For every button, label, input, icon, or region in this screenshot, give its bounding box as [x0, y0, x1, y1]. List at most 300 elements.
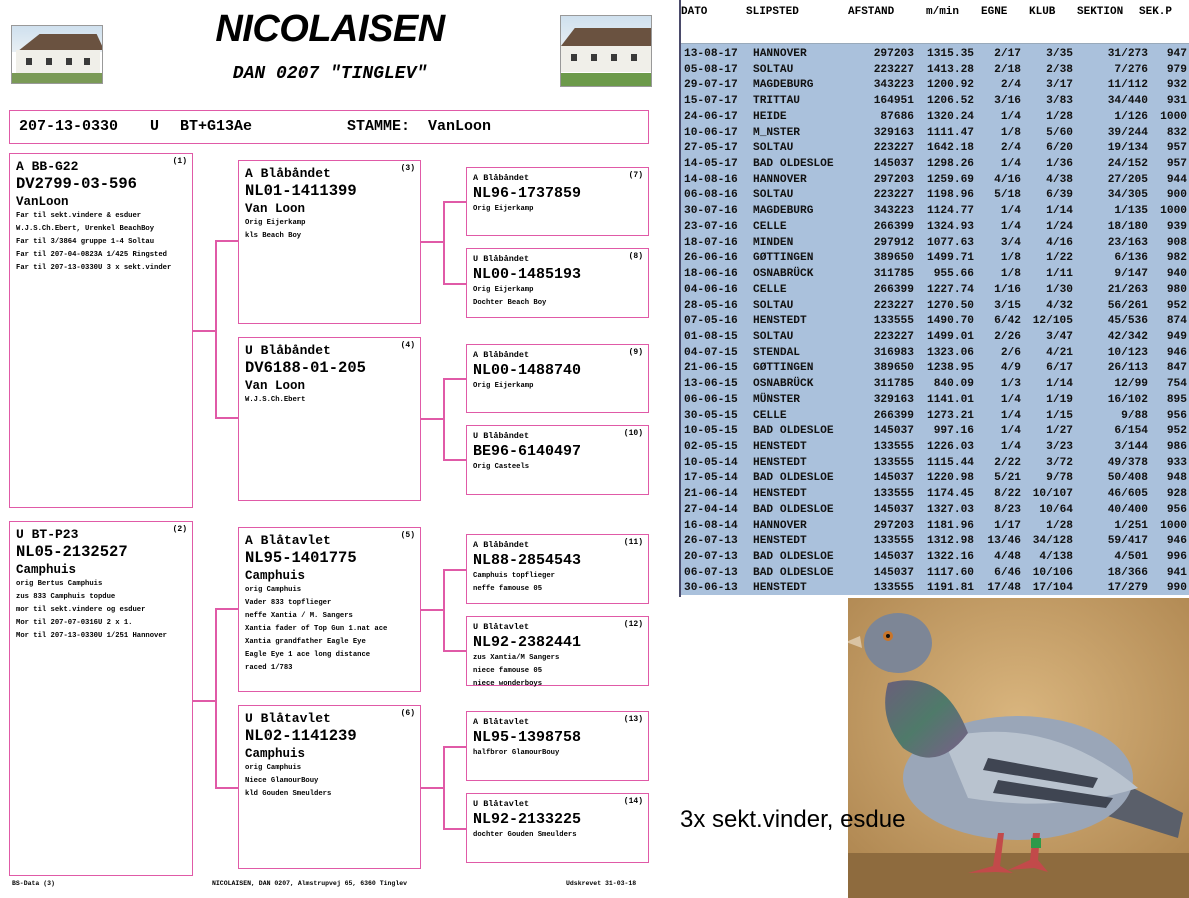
pedigree-ring: NL92-2133225 — [473, 811, 582, 828]
table-cell: 3/72 — [1046, 456, 1073, 469]
table-cell: 1181.96 — [927, 519, 974, 532]
table-cell: 1/4 — [1000, 393, 1021, 406]
table-cell: 29-07-17 — [684, 79, 738, 92]
table-cell: 05-08-17 — [684, 63, 738, 76]
table-cell: 3/17 — [1046, 79, 1073, 92]
table-row — [681, 298, 1189, 314]
table-cell: 1226.03 — [927, 441, 974, 453]
table-cell: 1000 — [1160, 110, 1187, 123]
table-cell: 297912 — [873, 236, 914, 249]
pedigree-note: niece famouse 05 — [473, 667, 543, 675]
page-subtitle: DAN 0207 "TINGLEV" — [232, 64, 428, 84]
table-cell: 15-07-17 — [684, 95, 738, 108]
table-cell: 1/4 — [1000, 205, 1021, 218]
page-title: NICOLAISEN — [215, 8, 445, 50]
table-cell: M_NSTER — [753, 126, 800, 139]
table-cell: MAGDEBURG — [753, 205, 814, 218]
table-cell: 1/27 — [1046, 425, 1073, 438]
table-cell: 17/104 — [1032, 582, 1073, 595]
table-cell: 1/22 — [1046, 252, 1073, 265]
table-cell: 931 — [1166, 95, 1187, 108]
table-cell: HANNOVER — [753, 519, 807, 532]
table-cell: 21/263 — [1107, 283, 1148, 296]
pedigree-name: Camphuis — [245, 747, 306, 761]
table-cell: 1324.93 — [927, 220, 974, 233]
table-cell: 06-08-16 — [684, 189, 738, 202]
table-row — [681, 46, 1189, 62]
table-cell: 145037 — [873, 472, 914, 485]
table-cell: SOLTAU — [753, 299, 794, 312]
pedigree-box-9: (9) A Blåbåndet NL00-1488740 Orig Eijerkamp — [466, 344, 649, 413]
table-cell: CELLE — [753, 220, 787, 233]
pedigree-ring: NL05-2132527 — [16, 543, 128, 561]
table-cell: 1/4 — [1000, 425, 1021, 438]
table-cell: OSNABRÜCK — [753, 268, 814, 281]
table-cell: 2/26 — [994, 330, 1021, 343]
table-cell: 1115.44 — [927, 456, 974, 469]
table-cell: 145037 — [873, 551, 914, 564]
pedigree-name: Camphuis — [16, 563, 77, 577]
pedigree-note: mor til sekt.vindere og esduer — [16, 606, 146, 614]
table-cell: 1499.01 — [927, 330, 974, 343]
table-cell: 34/128 — [1032, 535, 1073, 548]
pedigree-note: raced 1/783 — [245, 664, 293, 672]
table-cell: 1/14 — [1046, 205, 1073, 218]
table-cell: 1117.60 — [927, 566, 974, 579]
table-row — [681, 156, 1189, 172]
pedigree-sex: A Blåbåndet — [473, 173, 530, 183]
table-row — [681, 580, 1189, 596]
table-row — [681, 565, 1189, 581]
table-row — [681, 172, 1189, 188]
table-cell: CELLE — [753, 283, 787, 296]
table-cell: 12/99 — [1114, 378, 1148, 391]
table-cell: 389650 — [873, 252, 914, 265]
pedigree-box-13: (13) A Blåtavlet NL95-1398758 halfbror GlamourBouy — [466, 711, 649, 781]
table-cell: 4/21 — [1046, 346, 1073, 359]
table-cell: 4/38 — [1046, 173, 1073, 186]
table-cell: 947 — [1166, 48, 1187, 60]
table-cell: 1322.16 — [927, 551, 974, 564]
pedigree-note: kld Gouden Smeulders — [245, 790, 332, 798]
table-cell: 266399 — [873, 283, 914, 296]
pedigree-ring: NL01-1411399 — [245, 182, 357, 200]
pedigree-sex: U Blåtavlet — [245, 711, 331, 726]
table-row — [681, 329, 1189, 345]
table-cell: 24/152 — [1107, 158, 1148, 171]
table-cell: 982 — [1166, 252, 1187, 265]
table-cell: HEIDE — [753, 110, 787, 123]
table-cell: TRITTAU — [753, 95, 800, 108]
table-cell: 34/440 — [1107, 95, 1148, 108]
table-cell: 1/4 — [1000, 158, 1021, 171]
table-cell: 4/16 — [1046, 236, 1073, 249]
pedigree-note: orig Camphuis — [245, 586, 302, 594]
table-cell: 996 — [1166, 551, 1187, 564]
table-cell: 12/105 — [1032, 315, 1073, 328]
table-cell: 133555 — [873, 535, 914, 548]
table-cell: 2/4 — [1000, 142, 1021, 155]
table-cell: 1312.98 — [927, 535, 974, 548]
table-cell: 223227 — [873, 330, 914, 343]
pedigree-note: Xantia grandfather Eagle Eye — [245, 638, 366, 646]
table-row — [681, 360, 1189, 376]
pedigree-note: neffe famouse 05 — [473, 585, 543, 593]
table-cell: 10/64 — [1039, 503, 1073, 516]
table-cell: 1141.01 — [927, 393, 974, 406]
table-row — [681, 423, 1189, 439]
pedigree-note: Far til 207-04-0823A 1/425 Ringsted — [16, 251, 167, 259]
pedigree-ring: NL96-1737859 — [473, 185, 582, 202]
table-cell: 1327.03 — [927, 503, 974, 516]
table-cell: 3/16 — [994, 95, 1021, 108]
table-cell: 1270.50 — [927, 299, 974, 312]
table-cell: 23/163 — [1107, 236, 1148, 249]
table-cell: GØTTINGEN — [753, 252, 814, 265]
pedigree-note: Far til 207-13-0330U 3 x sekt.vinder — [16, 264, 172, 272]
table-row — [681, 109, 1189, 125]
table-cell: 932 — [1166, 79, 1187, 92]
table-cell: 980 — [1166, 283, 1187, 296]
main-pigeon-bar — [9, 110, 649, 144]
pedigree-ring: NL02-1141239 — [245, 727, 357, 745]
table-cell: 1/36 — [1046, 158, 1073, 171]
table-cell: 1259.69 — [927, 173, 974, 186]
table-cell: 1227.74 — [927, 283, 974, 296]
table-cell: 1000 — [1160, 205, 1187, 218]
table-row — [681, 219, 1189, 235]
table-cell: 957 — [1166, 158, 1187, 171]
table-cell: 56/261 — [1107, 299, 1148, 312]
pedigree-name: Camphuis — [245, 569, 306, 583]
table-cell: 42/342 — [1107, 330, 1148, 343]
table-cell: 1323.06 — [927, 346, 974, 359]
pedigree-note: Orig Eijerkamp — [473, 382, 534, 390]
table-cell: HENSTEDT — [753, 456, 807, 469]
table-cell: 1315.35 — [927, 48, 974, 60]
table-cell: 145037 — [873, 158, 914, 171]
table-cell: 955.66 — [933, 268, 974, 281]
table-cell: 297203 — [873, 173, 914, 186]
table-cell: 223227 — [873, 299, 914, 312]
table-cell: 21-06-14 — [684, 488, 738, 501]
pedigree-note: Dochter Beach Boy — [473, 299, 547, 307]
table-cell: 6/42 — [994, 315, 1021, 328]
table-cell: 944 — [1166, 173, 1187, 186]
table-cell: 6/136 — [1114, 252, 1148, 265]
table-cell: 21-06-15 — [684, 362, 738, 375]
table-cell: 145037 — [873, 503, 914, 516]
table-cell: 16-08-14 — [684, 519, 738, 532]
table-cell: 874 — [1166, 315, 1187, 328]
table-cell: 266399 — [873, 220, 914, 233]
table-cell: HENSTEDT — [753, 441, 807, 453]
col-header-mmin: m/min — [926, 6, 960, 18]
table-cell: 26-07-13 — [684, 535, 738, 548]
pigeon-illustration — [848, 598, 1189, 898]
pedigree-sex: A Blåtavlet — [245, 533, 331, 548]
table-cell: 343223 — [873, 79, 914, 92]
table-cell: 24-06-17 — [684, 110, 738, 123]
farm-photo-right — [560, 15, 652, 87]
table-cell: 1/8 — [1000, 252, 1021, 265]
table-cell: 1/4 — [1000, 220, 1021, 233]
table-row — [681, 518, 1189, 534]
table-cell: 4/501 — [1114, 551, 1148, 564]
table-cell: 17-05-14 — [684, 472, 738, 485]
results-table-body — [681, 44, 1189, 595]
table-cell: 13/46 — [987, 535, 1021, 548]
table-cell: 1/135 — [1114, 205, 1148, 218]
table-cell: 9/88 — [1121, 409, 1148, 422]
table-row — [681, 125, 1189, 141]
table-cell: 952 — [1166, 425, 1187, 438]
table-cell: 986 — [1166, 441, 1187, 453]
pedigree-note: Orig Casteels — [473, 463, 530, 471]
table-cell: 997.16 — [933, 425, 974, 438]
table-row — [681, 376, 1189, 392]
pedigree-sex: U Blåtavlet — [473, 799, 530, 809]
table-row — [681, 455, 1189, 471]
table-cell: 2/22 — [994, 456, 1021, 469]
table-cell: 223227 — [873, 189, 914, 202]
table-cell: 6/39 — [1046, 189, 1073, 202]
table-cell: 23-07-16 — [684, 220, 738, 233]
table-cell: 2/6 — [1000, 346, 1021, 359]
table-cell: 2/17 — [994, 48, 1021, 60]
pedigree-box-11: (11) A Blåbåndet NL88-2854543 Camphuis topflieger neffe famouse 05 — [466, 534, 649, 604]
table-cell: HENSTEDT — [753, 488, 807, 501]
table-cell: 1198.96 — [927, 189, 974, 202]
table-cell: 7/276 — [1114, 63, 1148, 76]
table-cell: 1077.63 — [927, 236, 974, 249]
table-cell: 164951 — [873, 95, 914, 108]
footer-left: BS-Data (3) — [12, 880, 55, 887]
table-row — [681, 392, 1189, 408]
table-cell: 1/126 — [1114, 110, 1148, 123]
pedigree-box-5: (5) A Blåtavlet NL95-1401775 Camphuis orig Camphuis Vader 833 topflieger neffe Xantia / M. Sangers Xantia fader of Top Gun 1.nat ace Xantia grandfather Eagle Eye Eagle Eye 1 ace long distance raced 1/783 — [238, 527, 421, 692]
pedigree-ring: DV2799-03-596 — [16, 175, 137, 193]
pedigree-name: Van Loon — [245, 379, 306, 393]
table-cell: 3/35 — [1046, 48, 1073, 60]
table-cell: 223227 — [873, 142, 914, 155]
table-row — [681, 282, 1189, 298]
table-cell: 133555 — [873, 315, 914, 328]
table-cell: 11/112 — [1107, 79, 1148, 92]
table-cell: 5/18 — [994, 189, 1021, 202]
table-cell: 06-06-15 — [684, 393, 738, 406]
table-cell: 1124.77 — [927, 205, 974, 218]
table-cell: 28-05-16 — [684, 299, 738, 312]
table-cell: CELLE — [753, 409, 787, 422]
table-cell: 40/400 — [1107, 503, 1148, 516]
pedigree-note: kls Beach Boy — [245, 232, 302, 240]
table-cell: 145037 — [873, 425, 914, 438]
table-cell: 928 — [1166, 488, 1187, 501]
table-cell: 3/4 — [1000, 236, 1021, 249]
table-cell: 14-08-16 — [684, 173, 738, 186]
pedigree-note: orig Bertus Camphuis — [16, 580, 103, 588]
col-header-sektion: SEKTION — [1077, 6, 1124, 18]
table-cell: 20-07-13 — [684, 551, 738, 564]
table-cell: 1206.52 — [927, 95, 974, 108]
pedigree-ring: NL92-2382441 — [473, 634, 582, 651]
table-cell: 1200.92 — [927, 79, 974, 92]
table-cell: 14-05-17 — [684, 158, 738, 171]
table-cell: 18-06-16 — [684, 268, 738, 281]
table-cell: 1/28 — [1046, 519, 1073, 532]
table-cell: 34/305 — [1107, 189, 1148, 202]
table-cell: 27/205 — [1107, 173, 1148, 186]
table-cell: 46/605 — [1107, 488, 1148, 501]
pedigree-box-12: (12) U Blåtavlet NL92-2382441 zus Xantia/M Sangers niece famouse 05 niece wonderboys — [466, 616, 649, 686]
table-cell: 1/251 — [1114, 519, 1148, 532]
pedigree-name: VanLoon — [16, 195, 69, 209]
table-cell: MAGDEBURG — [753, 79, 814, 92]
table-cell: 316983 — [873, 346, 914, 359]
table-cell: 1/30 — [1046, 283, 1073, 296]
pigeon-caption: 3x sekt.vinder, esdue — [680, 806, 906, 833]
table-row — [681, 203, 1189, 219]
table-cell: BAD OLDESLOE — [753, 551, 834, 564]
table-cell: 18-07-16 — [684, 236, 738, 249]
col-header-slipsted: SLIPSTED — [746, 6, 799, 18]
table-cell: 1642.18 — [927, 142, 974, 155]
table-cell: MINDEN — [753, 236, 794, 249]
table-cell: 832 — [1166, 126, 1187, 139]
table-cell: 1191.81 — [927, 582, 974, 595]
table-cell: 840.09 — [933, 378, 974, 391]
pedigree-note: Camphuis topflieger — [473, 572, 555, 580]
pedigree-box-4: (4) U Blåbåndet DV6188-01-205 Van Loon W.J.S.Ch.Ebert — [238, 337, 421, 501]
table-row — [681, 470, 1189, 486]
table-cell: 1/8 — [1000, 268, 1021, 281]
table-cell: 8/22 — [994, 488, 1021, 501]
pedigree-note: Far til 3/3864 gruppe 1-4 Soltau — [16, 238, 155, 246]
pedigree-note: W.J.S.Ch.Ebert — [245, 396, 306, 404]
table-cell: 30-05-15 — [684, 409, 738, 422]
table-cell: 10/106 — [1032, 566, 1073, 579]
pedigree-ring: NL00-1485193 — [473, 266, 582, 283]
table-cell: 26-06-16 — [684, 252, 738, 265]
table-cell: GØTTINGEN — [753, 362, 814, 375]
table-cell: 17/48 — [987, 582, 1021, 595]
table-cell: 8/23 — [994, 503, 1021, 516]
table-cell: 133555 — [873, 582, 914, 595]
table-cell: 311785 — [873, 268, 914, 281]
col-header-egne: EGNE — [981, 6, 1008, 18]
table-cell: 18/180 — [1107, 220, 1148, 233]
table-cell: 1/11 — [1046, 268, 1073, 281]
table-cell: STENDAL — [753, 346, 800, 359]
table-cell: 10/123 — [1107, 346, 1148, 359]
table-cell: 133555 — [873, 488, 914, 501]
table-cell: 4/32 — [1046, 299, 1073, 312]
pedigree-note: dochter Gouden Smeulders — [473, 831, 577, 839]
table-cell: 13-06-15 — [684, 378, 738, 391]
table-cell: 1/24 — [1046, 220, 1073, 233]
pedigree-note: Orig Eijerkamp — [473, 286, 534, 294]
table-cell: 1000 — [1160, 519, 1187, 532]
table-cell: 847 — [1166, 362, 1187, 375]
table-cell: 10-06-17 — [684, 126, 738, 139]
footer-center: NICOLAISEN, DAN 0207, Almstrupvej 65, 6360 Tinglev — [212, 880, 408, 887]
pedigree-box-7: (7) A Blåbåndet NL96-1737859 Orig Eijerkamp — [466, 167, 649, 236]
table-cell: 1/8 — [1000, 126, 1021, 139]
table-row — [681, 439, 1189, 455]
table-row — [681, 250, 1189, 266]
table-cell: BAD OLDESLOE — [753, 566, 834, 579]
table-cell: 1111.47 — [927, 126, 974, 139]
table-cell: 895 — [1166, 393, 1187, 406]
table-cell: 04-07-15 — [684, 346, 738, 359]
table-cell: 1/4 — [1000, 441, 1021, 453]
table-cell: 1/19 — [1046, 393, 1073, 406]
table-cell: BAD OLDESLOE — [753, 425, 834, 438]
col-header-sekp: SEK.P — [1139, 6, 1173, 18]
table-cell: 45/536 — [1107, 315, 1148, 328]
table-cell: 3/15 — [994, 299, 1021, 312]
pedigree-box-6: (6) U Blåtavlet NL02-1141239 Camphuis orig Camphuis Niece GlamourBouy kld Gouden Smeulders — [238, 705, 421, 869]
table-cell: HENSTEDT — [753, 535, 807, 548]
table-cell: 27-05-17 — [684, 142, 738, 155]
pedigree-sex: U Blåtavlet — [473, 622, 530, 632]
table-cell: 297203 — [873, 48, 914, 60]
table-row — [681, 62, 1189, 78]
farm-photo-left — [11, 25, 103, 84]
table-row — [681, 235, 1189, 251]
results-table-header — [681, 0, 1189, 44]
pedigree-ring: NL00-1488740 — [473, 362, 582, 379]
table-cell: 10-05-15 — [684, 425, 738, 438]
table-cell: 311785 — [873, 378, 914, 391]
pedigree-note: Orig Eijerkamp — [473, 205, 534, 213]
table-cell: 1/4 — [1000, 409, 1021, 422]
table-cell: 979 — [1166, 63, 1187, 76]
table-cell: 6/17 — [1046, 362, 1073, 375]
pedigree-ring: NL95-1401775 — [245, 549, 357, 567]
table-row — [681, 345, 1189, 361]
table-cell: 2/4 — [1000, 79, 1021, 92]
table-cell: 1413.28 — [927, 63, 974, 76]
pedigree-sex: U Blåbåndet — [473, 254, 530, 264]
table-cell: 754 — [1166, 378, 1187, 391]
table-cell: 1/14 — [1046, 378, 1073, 391]
table-cell: 30-06-13 — [684, 582, 738, 595]
pedigree-note: Far til sekt.vindere & esduer — [16, 212, 142, 220]
table-cell: 4/9 — [1000, 362, 1021, 375]
table-cell: 02-05-15 — [684, 441, 738, 453]
table-cell: 1273.21 — [927, 409, 974, 422]
pedigree-box-10: (10) U Blåbåndet BE96-6140497 Orig Casteels — [466, 425, 649, 495]
col-header-dato: DATO — [681, 6, 708, 18]
table-cell: 5/21 — [994, 472, 1021, 485]
pedigree-sex: A Blåtavlet — [473, 717, 530, 727]
table-cell: 1499.71 — [927, 252, 974, 265]
table-cell: 4/48 — [994, 551, 1021, 564]
table-cell: 10-05-14 — [684, 456, 738, 469]
table-cell: HENSTEDT — [753, 582, 807, 595]
table-cell: 3/83 — [1046, 95, 1073, 108]
pedigree-ring: DV6188-01-205 — [245, 359, 366, 377]
table-cell: 26/113 — [1107, 362, 1148, 375]
main-ring: 207-13-0330 — [19, 118, 119, 135]
table-cell: 900 — [1166, 189, 1187, 202]
table-cell: HENSTEDT — [753, 315, 807, 328]
pedigree-note: halfbror GlamourBouy — [473, 749, 560, 757]
table-cell: 16/102 — [1107, 393, 1148, 406]
table-cell: 87686 — [880, 110, 914, 123]
